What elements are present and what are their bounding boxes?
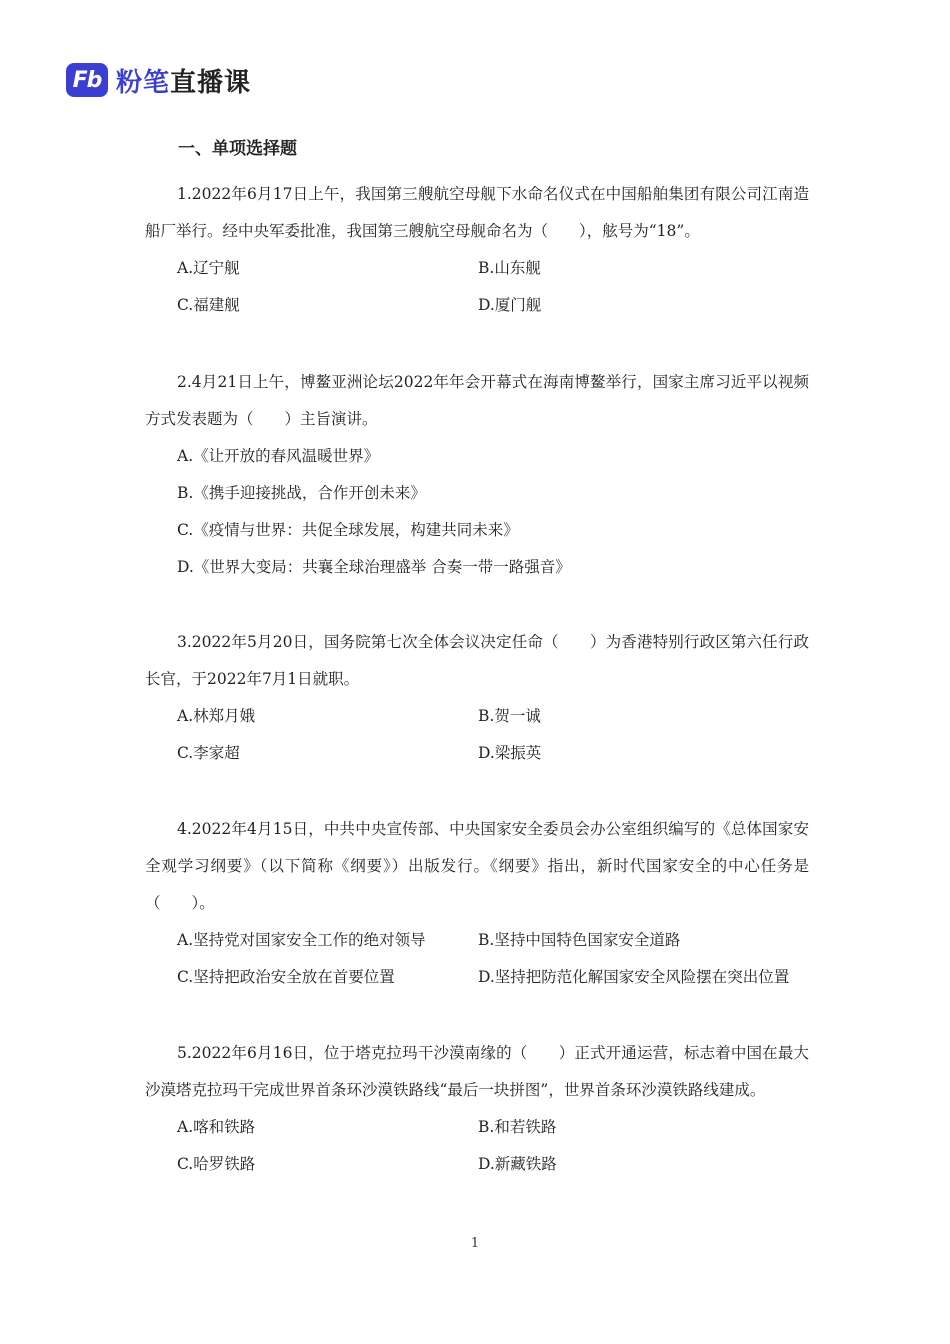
option-b: B.《携手迎接挑战，合作开创未来》 bbox=[177, 484, 426, 502]
question-stem: 4.2022年4月15日，中共中央宣传部、中央国家安全委员会办公室组织编写的《总体国家安全观学习纲要》（以下简称《纲要》）出版发行。《纲要》指出，新时代国家安全的中心任务是（ ）。 bbox=[145, 820, 809, 912]
option-c: C.哈罗铁路 bbox=[177, 1155, 256, 1173]
question-stem: 2.4月21日上午，博鳌亚洲论坛2022年年会开幕式在海南博鳌举行，国家主席习近平以视频方式发表题为（ ）主旨演讲。 bbox=[145, 373, 809, 428]
option-b: B.和若铁路 bbox=[478, 1118, 557, 1136]
option-c: C.李家超 bbox=[177, 744, 240, 762]
question-1 bbox=[145, 176, 809, 314]
option-b: B.坚持中国特色国家安全道路 bbox=[478, 931, 681, 949]
question-5 bbox=[145, 1035, 809, 1173]
question-2 bbox=[145, 364, 809, 576]
question-stem: 5.2022年6月16日，位于塔克拉玛干沙漠南缘的（ ）正式开通运营，标志着中国在最大沙漠塔克拉玛干完成世界首条环沙漠铁路线“最后一块拼图”，世界首条环沙漠铁路线建成。 bbox=[145, 1044, 809, 1099]
option-a: A.《让开放的春风温暖世界》 bbox=[177, 447, 380, 465]
option-c: C.坚持把政治安全放在首要位置 bbox=[177, 968, 395, 986]
question-stem: 1.2022年6月17日上午，我国第三艘航空母舰下水命名仪式在中国船舶集团有限公司江南造船厂举行。经中央军委批准，我国第三艘航空母舰命名为（ ），舷号为“18”。 bbox=[145, 185, 809, 240]
option-a: A.林郑月娥 bbox=[177, 707, 256, 725]
page-number: 1 bbox=[470, 1236, 480, 1251]
option-c: C.《疫情与世界：共促全球发展，构建共同未来》 bbox=[177, 521, 519, 539]
brand-suffix: 直播课 bbox=[170, 67, 252, 98]
option-a: A.坚持党对国家安全工作的绝对领导 bbox=[177, 931, 426, 949]
option-b: B.山东舰 bbox=[478, 259, 541, 277]
question-3 bbox=[145, 624, 809, 762]
option-d: D.坚持把防范化解国家安全风险摆在突出位置 bbox=[478, 968, 790, 986]
option-d: D.新藏铁路 bbox=[478, 1155, 557, 1173]
brand-name: 粉笔 bbox=[116, 67, 171, 98]
brand-title bbox=[116, 62, 251, 99]
section-title: 一、单项选择题 bbox=[178, 139, 297, 159]
brand-logo bbox=[66, 62, 251, 98]
option-a: A.辽宁舰 bbox=[177, 259, 240, 277]
question-4 bbox=[145, 811, 809, 986]
question-stem: 3.2022年5月20日，国务院第七次全体会议决定任命（ ）为香港特别行政区第六任行政长官，于2022年7月1日就职。 bbox=[145, 633, 809, 688]
option-d: D.《世界大变局：共襄全球治理盛举 合奏一带一路强音》 bbox=[177, 558, 571, 576]
option-a: A.喀和铁路 bbox=[177, 1118, 256, 1136]
option-b: B.贺一诚 bbox=[478, 707, 541, 725]
option-d: D.梁振英 bbox=[478, 744, 542, 762]
fenbi-logo-icon: Fb bbox=[66, 63, 108, 97]
option-c: C.福建舰 bbox=[177, 296, 240, 314]
option-d: D.厦门舰 bbox=[478, 296, 542, 314]
